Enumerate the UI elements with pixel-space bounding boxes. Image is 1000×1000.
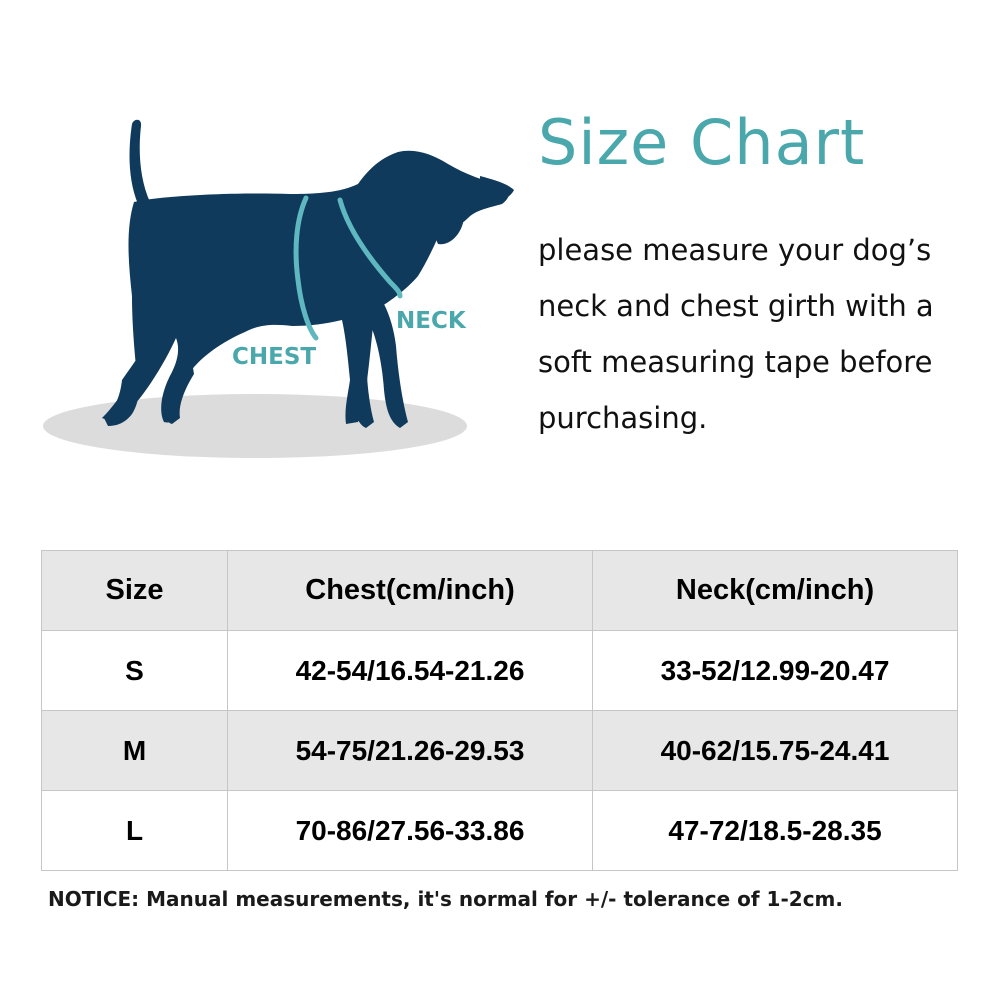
table-row [42, 711, 958, 791]
header-neck: Neck(cm/inch) [593, 551, 958, 631]
measurement-instructions: please measure your dog’s neck and chest girth with a soft measuring tape before purchasing. [538, 233, 934, 435]
size-table [41, 550, 958, 871]
page-title: Size Chart [538, 106, 866, 179]
cell-size: M [42, 711, 228, 791]
dog-silhouette-icon [40, 110, 520, 470]
cell-size: S [42, 631, 228, 711]
cell-chest: 54-75/21.26-29.53 [228, 711, 593, 791]
header-size: Size [42, 551, 228, 631]
table-row [42, 791, 958, 871]
cell-neck: 40-62/15.75-24.41 [593, 711, 958, 791]
cell-chest: 70-86/27.56-33.86 [228, 791, 593, 871]
chest-label: CHEST [232, 344, 317, 370]
notice-text: NOTICE: Manual measurements, it's normal for +/- tolerance of 1-2cm. [48, 887, 843, 911]
table-header-row [42, 551, 958, 631]
dog-body [102, 120, 514, 428]
cell-neck: 47-72/18.5-28.35 [593, 791, 958, 871]
neck-label: NECK [396, 308, 466, 334]
cell-chest: 42-54/16.54-21.26 [228, 631, 593, 711]
cell-neck: 33-52/12.99-20.47 [593, 631, 958, 711]
table-row [42, 631, 958, 711]
dog-measurement-illustration [40, 110, 520, 470]
cell-size: L [42, 791, 228, 871]
header-chest: Chest(cm/inch) [228, 551, 593, 631]
